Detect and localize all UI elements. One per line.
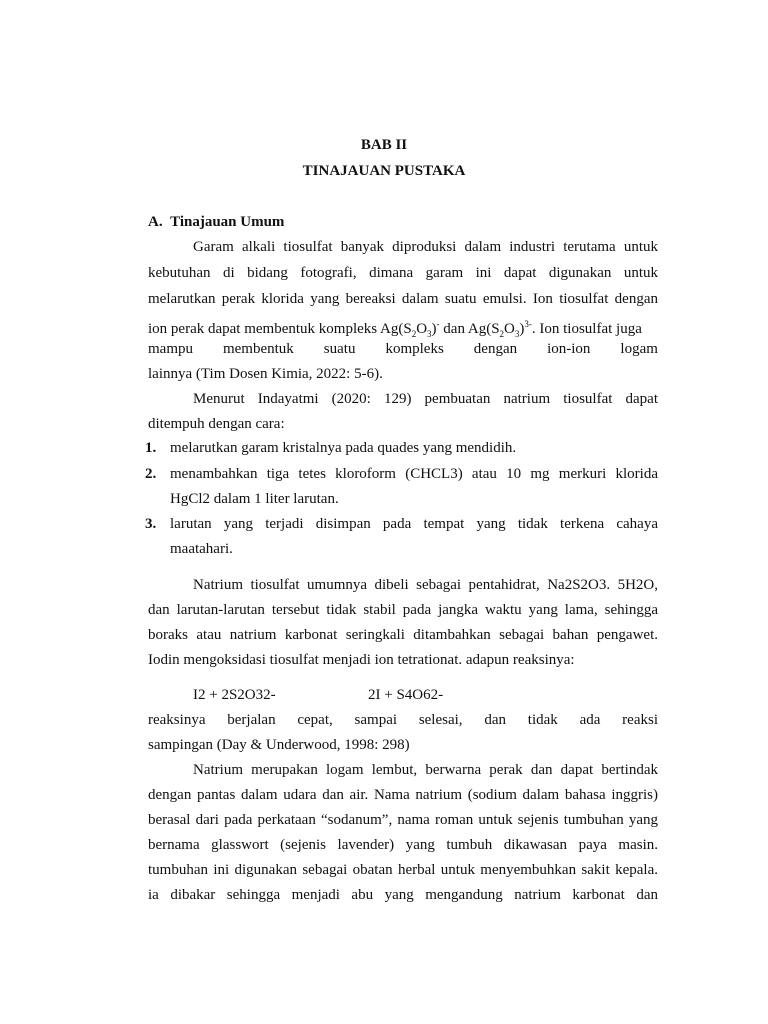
paragraph-line: bernama glasswort (sejenis lavender) yang tumbuh dikawasan paya masin. [148, 837, 658, 853]
subscript: 3 [514, 329, 520, 339]
word: kompleks [385, 341, 444, 357]
reaction-left: I2 + 2S2O32- [193, 687, 276, 703]
paragraph-line: tumbuhan ini digunakan sebagai obatan herbal untuk menyembuhkan sakit kepala. [148, 862, 658, 878]
word: suatu [323, 341, 356, 357]
paragraph-line: ditempuh dengan cara: [148, 416, 285, 432]
paragraph-line-formula [148, 315, 658, 343]
text-run: ion perak dapat membentuk kompleks Ag(S [148, 321, 412, 337]
section-title: Tinajauan Umum [170, 214, 285, 230]
superscript: - [436, 319, 440, 329]
text-run: O [416, 321, 428, 337]
subscript: 2 [499, 329, 505, 339]
paragraph-line: lainnya (Tim Dosen Kimia, 2022: 5-6). [148, 366, 383, 382]
paragraph-line: Menurut Indayatmi (2020: 129) pembuatan natrium tiosulfat dapat [193, 391, 658, 407]
paragraph-line: ia dibakar sehingga menjadi abu yang mengandung natrium karbonat dan [148, 887, 658, 903]
word: tidak [527, 712, 558, 728]
chapter-number: BAB II [360, 137, 408, 153]
list-item-line: melarutkan garam kristalnya pada quades yang mendidih. [170, 440, 517, 456]
word: ion-ion [547, 341, 591, 357]
list-item-line: HgCl2 dalam 1 liter larutan. [170, 491, 339, 507]
text-run: dan Ag(S [439, 321, 500, 337]
reaction-right: 2I + S4O62- [368, 687, 444, 703]
paragraph-line: Iodin mengoksidasi tiosulfat menjadi ion tetrationat. adapun reaksinya: [148, 652, 575, 668]
list-number: 2. [145, 466, 157, 482]
paragraph-line: boraks atau natrium karbonat seringkali ditambahkan sebagai bahan pengawet. [148, 627, 658, 643]
section-heading [148, 213, 658, 231]
text-run: . Ion tiosulfat juga [531, 321, 642, 337]
text-run: ) [519, 321, 525, 337]
subscript: 2 [411, 329, 417, 339]
word: logam [620, 341, 658, 357]
word: reaksinya [148, 712, 206, 728]
text-run: O [504, 321, 515, 337]
word: berjalan [227, 712, 276, 728]
paragraph-line: berasal dari pada perkataan “sodanum”, nama roman untuk sejenis tumbuhan yang [148, 812, 658, 828]
paragraph-line: dengan pantas dalam udara dan air. Nama natrium (sodium dalam bahasa inggris) [148, 787, 658, 803]
paragraph-line: sampingan (Day & Underwood, 1998: 298) [148, 737, 410, 753]
chapter-title: TINAJAUAN PUSTAKA [302, 163, 466, 179]
list-item-line: menambahkan tiga tetes kloroform (CHCL3) atau 10 mg merkuri klorida [170, 466, 658, 482]
text-run: ) [431, 321, 437, 337]
list-number: 3. [145, 516, 157, 532]
word: mampu [148, 341, 193, 357]
word: sampai [354, 712, 398, 728]
paragraph-line-spread [148, 711, 658, 729]
paragraph-line-spread [148, 340, 658, 358]
paragraph-line: Natrium merupakan logam lembut, berwarna perak dan dapat bertindak [193, 762, 658, 778]
subscript: 3 [427, 329, 432, 339]
word: dengan [473, 341, 518, 357]
paragraph-line: Garam alkali tiosulfat banyak diproduksi dalam industri terutama untuk [193, 239, 658, 255]
word: membentuk [222, 341, 294, 357]
word: reaksi [622, 712, 658, 728]
word: dan [484, 712, 506, 728]
word: selesai, [418, 712, 463, 728]
list-number: 1. [145, 440, 157, 456]
word: ada [579, 712, 601, 728]
superscript: 3- [524, 319, 532, 329]
paragraph-line: dan larutan-larutan tersebut tidak stabil pada jangka waktu yang lama, sehingga [148, 602, 658, 618]
paragraph-line: melarutkan perak klorida yang bereaksi dalam suatu emulsi. Ion tiosulfat dengan [148, 291, 658, 307]
word: cepat, [297, 712, 333, 728]
paragraph-line: kebutuhan di bidang fotografi, dimana garam ini dapat digunakan untuk [148, 265, 658, 281]
list-item-line: larutan yang terjadi disimpan pada tempat yang tidak terkena cahaya [170, 516, 658, 532]
paragraph-line: Natrium tiosulfat umumnya dibeli sebagai pentahidrat, Na2S2O3. 5H2O, [193, 577, 658, 593]
section-label: A. [148, 214, 163, 230]
list-item-line: maatahari. [170, 541, 233, 557]
